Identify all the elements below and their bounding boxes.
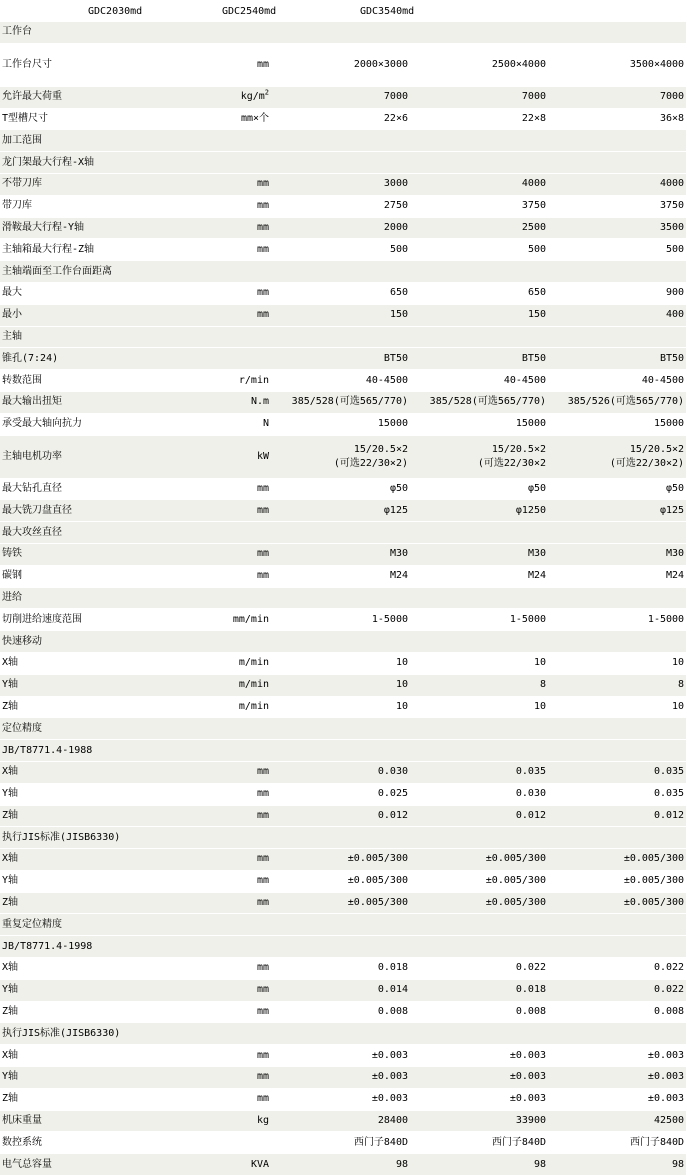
spec-row <box>0 609 686 631</box>
unit-text: m/min <box>238 700 269 712</box>
section-row <box>0 740 686 762</box>
value-cell-model-2: 22×8 <box>410 108 548 130</box>
unit-cell <box>176 1088 272 1110</box>
unit-cell <box>176 173 272 195</box>
unit-cell <box>176 761 272 783</box>
value-cell-model-3: 3500 <box>548 217 686 239</box>
value-cell-model-1: 15000 <box>272 413 410 435</box>
value-cell-model-1: M24 <box>272 565 410 587</box>
value-cell-model-2: 33900 <box>410 1110 548 1132</box>
value-cell-model-1: φ50 <box>272 478 410 500</box>
value-cell-model-3: 98 <box>548 1154 686 1176</box>
value-cell-model-2: 1-5000 <box>410 609 548 631</box>
section-label: 龙门架最大行程-X轴 <box>0 152 686 174</box>
value-cell-model-1: 10 <box>272 696 410 718</box>
value-line-1: 15/20.5×2 <box>491 443 546 455</box>
spec-label: 最大钻孔直径 <box>0 478 176 500</box>
value-cell-model-2: 西门子840D <box>410 1132 548 1154</box>
unit-text: mm <box>256 1093 269 1105</box>
value-cell-model-2 <box>410 435 548 478</box>
value-cell-model-1: 150 <box>272 304 410 326</box>
value-cell-model-3: 3500×4000 <box>548 43 686 86</box>
spec-row <box>0 478 686 500</box>
unit-cell <box>176 1110 272 1132</box>
unit-cell <box>176 500 272 522</box>
model-header <box>0 0 687 22</box>
value-cell-model-1: ±0.005/300 <box>272 870 410 892</box>
model-name-1: GDC2030md <box>88 6 143 17</box>
spec-label: Y轴 <box>0 979 176 1001</box>
unit-cell <box>176 1067 272 1089</box>
value-cell-model-2: 0.022 <box>410 958 548 980</box>
value-cell-model-3: 0.012 <box>548 805 686 827</box>
value-cell-model-3: 0.008 <box>548 1001 686 1023</box>
spec-label: 不带刀库 <box>0 173 176 195</box>
spec-label: X轴 <box>0 958 176 980</box>
unit-text: mm <box>256 1071 269 1083</box>
unit-cell <box>176 413 272 435</box>
value-cell-model-3: ±0.003 <box>548 1045 686 1067</box>
spec-label: 最大铣刀盘直径 <box>0 500 176 522</box>
spec-row <box>0 696 686 718</box>
spec-label: 最小 <box>0 304 176 326</box>
spec-label: 工作台尺寸 <box>0 43 176 86</box>
value-cell-model-3: 7000 <box>548 86 686 108</box>
spec-row <box>0 435 686 478</box>
spec-row <box>0 1067 686 1089</box>
spec-table <box>0 22 686 1176</box>
spec-table-body <box>0 22 686 1176</box>
value-cell-model-3: 0.022 <box>548 958 686 980</box>
value-cell-model-2: ±0.003 <box>410 1045 548 1067</box>
unit-text: mm <box>256 1006 269 1018</box>
value-cell-model-1: 0.008 <box>272 1001 410 1023</box>
unit-text: mm <box>256 875 269 887</box>
section-row <box>0 718 686 740</box>
value-cell-model-3: 15000 <box>548 413 686 435</box>
value-cell-model-3: 36×8 <box>548 108 686 130</box>
value-cell-model-2: M30 <box>410 543 548 565</box>
unit-cell <box>176 239 272 261</box>
spec-label: Y轴 <box>0 1067 176 1089</box>
spec-label: Y轴 <box>0 870 176 892</box>
value-cell-model-3: ±0.005/300 <box>548 892 686 914</box>
value-cell-model-2: 3750 <box>410 195 548 217</box>
unit-cell <box>176 108 272 130</box>
value-cell-model-3: ±0.003 <box>548 1088 686 1110</box>
value-cell-model-3: M30 <box>548 543 686 565</box>
value-cell-model-1: 7000 <box>272 86 410 108</box>
value-cell-model-2: φ50 <box>410 478 548 500</box>
value-cell-model-3: 10 <box>548 696 686 718</box>
value-cell-model-1: M30 <box>272 543 410 565</box>
spec-row <box>0 849 686 871</box>
spec-row <box>0 652 686 674</box>
spec-row <box>0 958 686 980</box>
value-cell-model-2: 98 <box>410 1154 548 1176</box>
section-label: 重复定位精度 <box>0 914 686 936</box>
value-cell-model-3: 385/526(可选565/770) <box>548 391 686 413</box>
value-cell-model-3: 40-4500 <box>548 370 686 392</box>
spec-row <box>0 783 686 805</box>
spec-row <box>0 282 686 304</box>
spec-label: X轴 <box>0 849 176 871</box>
unit-cell <box>176 304 272 326</box>
unit-text: mm <box>256 200 269 212</box>
section-row <box>0 130 686 152</box>
unit-text: mm <box>256 984 269 996</box>
value-cell-model-1: ±0.003 <box>272 1067 410 1089</box>
value-cell-model-1: 10 <box>272 652 410 674</box>
spec-row <box>0 979 686 1001</box>
unit-text: mm <box>256 809 269 821</box>
unit-cell <box>176 696 272 718</box>
spec-row <box>0 870 686 892</box>
value-cell-model-3: 西门子840D <box>548 1132 686 1154</box>
value-cell-model-3: ±0.005/300 <box>548 870 686 892</box>
unit-cell <box>176 1001 272 1023</box>
value-cell-model-1: 2000×3000 <box>272 43 410 86</box>
model-name-3: GDC3540md <box>360 6 415 17</box>
value-cell-model-2: 2500×4000 <box>410 43 548 86</box>
value-cell-model-3: ±0.003 <box>548 1067 686 1089</box>
value-cell-model-2: 8 <box>410 674 548 696</box>
spec-label: 铸铁 <box>0 543 176 565</box>
unit-cell <box>176 86 272 108</box>
spec-row <box>0 86 686 108</box>
unit-cell <box>176 674 272 696</box>
value-cell-model-1: 500 <box>272 239 410 261</box>
value-cell-model-3: 3750 <box>548 195 686 217</box>
spec-label: Y轴 <box>0 783 176 805</box>
spec-row <box>0 195 686 217</box>
unit-text: mm <box>256 243 269 255</box>
spec-row <box>0 500 686 522</box>
unit-text: KVA <box>250 1158 269 1170</box>
section-label: 定位精度 <box>0 718 686 740</box>
spec-row <box>0 761 686 783</box>
unit-text: mm×个 <box>240 112 269 124</box>
value-cell-model-1 <box>272 435 410 478</box>
value-cell-model-1: 0.012 <box>272 805 410 827</box>
value-cell-model-1: 40-4500 <box>272 370 410 392</box>
spec-label: 承受最大轴向抗力 <box>0 413 176 435</box>
section-row <box>0 1023 686 1045</box>
unit-text: mm <box>256 58 269 70</box>
value-cell-model-2: 650 <box>410 282 548 304</box>
section-label: 执行JIS标准(JISB6330) <box>0 827 686 849</box>
unit-cell <box>176 849 272 871</box>
section-label: 工作台 <box>0 22 686 43</box>
unit-cell <box>176 565 272 587</box>
value-cell-model-1: 22×6 <box>272 108 410 130</box>
value-cell-model-2: ±0.005/300 <box>410 849 548 871</box>
value-cell-model-1: 1-5000 <box>272 609 410 631</box>
spec-label: 切削进给速度范围 <box>0 609 176 631</box>
spec-label: X轴 <box>0 1045 176 1067</box>
unit-text: N.m <box>250 396 269 408</box>
spec-label: 锥孔(7:24) <box>0 348 176 370</box>
section-row <box>0 261 686 283</box>
value-cell-model-1: 98 <box>272 1154 410 1176</box>
spec-label: 带刀库 <box>0 195 176 217</box>
value-cell-model-3: 0.022 <box>548 979 686 1001</box>
spec-label: 主轴箱最大行程-Z轴 <box>0 239 176 261</box>
spec-row <box>0 108 686 130</box>
value-cell-model-1: 2000 <box>272 217 410 239</box>
unit-cell <box>176 805 272 827</box>
value-cell-model-2: ±0.005/300 <box>410 892 548 914</box>
value-cell-model-3: 0.035 <box>548 761 686 783</box>
value-cell-model-2: 0.008 <box>410 1001 548 1023</box>
value-cell-model-3: 500 <box>548 239 686 261</box>
spec-label: T型槽尺寸 <box>0 108 176 130</box>
section-label: 主轴端面至工作台面距离 <box>0 261 686 283</box>
value-cell-model-1: φ125 <box>272 500 410 522</box>
spec-label: 允许最大荷重 <box>0 86 176 108</box>
spec-label: Z轴 <box>0 892 176 914</box>
spec-label: 机床重量 <box>0 1110 176 1132</box>
spec-label: Z轴 <box>0 696 176 718</box>
unit-cell <box>176 391 272 413</box>
unit-text: r/min <box>238 374 269 386</box>
spec-row <box>0 1088 686 1110</box>
value-cell-model-1: 0.025 <box>272 783 410 805</box>
value-cell-model-2: ±0.003 <box>410 1088 548 1110</box>
value-cell-model-3: φ125 <box>548 500 686 522</box>
value-cell-model-2: 4000 <box>410 173 548 195</box>
value-line-2: (可选22/30×2) <box>333 457 408 469</box>
value-cell-model-2: 0.012 <box>410 805 548 827</box>
spec-label: Z轴 <box>0 805 176 827</box>
value-cell-model-2: ±0.005/300 <box>410 870 548 892</box>
model-name-2: GDC2540md <box>222 6 277 17</box>
unit-text: mm <box>256 482 269 494</box>
value-cell-model-3: 400 <box>548 304 686 326</box>
unit-cell <box>176 979 272 1001</box>
unit-text: mm <box>256 1049 269 1061</box>
spec-row <box>0 805 686 827</box>
value-cell-model-3: 900 <box>548 282 686 304</box>
value-cell-model-3: φ50 <box>548 478 686 500</box>
unit-text: kg/m <box>240 91 265 103</box>
spec-row <box>0 370 686 392</box>
unit-text: m/min <box>238 679 269 691</box>
spec-row <box>0 348 686 370</box>
value-cell-model-2: 0.018 <box>410 979 548 1001</box>
value-line-1: 15/20.5×2 <box>353 443 408 455</box>
unit-cell <box>176 348 272 370</box>
value-cell-model-2: 385/528(可选565/770) <box>410 391 548 413</box>
section-row <box>0 326 686 348</box>
unit-cell <box>176 1045 272 1067</box>
spec-row <box>0 173 686 195</box>
section-label: 加工范围 <box>0 130 686 152</box>
section-row <box>0 827 686 849</box>
unit-text: mm <box>256 178 269 190</box>
spec-label: 数控系统 <box>0 1132 176 1154</box>
value-cell-model-2: 15000 <box>410 413 548 435</box>
value-cell-model-2: BT50 <box>410 348 548 370</box>
value-cell-model-1: 0.014 <box>272 979 410 1001</box>
value-cell-model-2: 0.030 <box>410 783 548 805</box>
spec-label: 滑鞍最大行程-Y轴 <box>0 217 176 239</box>
unit-cell <box>176 478 272 500</box>
value-cell-model-2: M24 <box>410 565 548 587</box>
value-cell-model-2: φ1250 <box>410 500 548 522</box>
section-label: 最大攻丝直径 <box>0 522 686 544</box>
spec-row <box>0 1110 686 1132</box>
value-cell-model-2: 7000 <box>410 86 548 108</box>
unit-text: mm <box>256 309 269 321</box>
unit-text: mm <box>256 788 269 800</box>
unit-cell <box>176 609 272 631</box>
section-label: JB/T8771.4-1988 <box>0 740 686 762</box>
value-line-2: (可选22/30×2 <box>477 457 546 469</box>
value-cell-model-2: 40-4500 <box>410 370 548 392</box>
section-label: 执行JIS标准(JISB6330) <box>0 1023 686 1045</box>
section-label: 主轴 <box>0 326 686 348</box>
value-cell-model-2: 500 <box>410 239 548 261</box>
unit-text: mm <box>256 962 269 974</box>
section-row <box>0 587 686 609</box>
value-cell-model-3 <box>548 435 686 478</box>
spec-row <box>0 304 686 326</box>
spec-row <box>0 43 686 86</box>
spec-label: Y轴 <box>0 674 176 696</box>
value-cell-model-3: 1-5000 <box>548 609 686 631</box>
section-row <box>0 152 686 174</box>
unit-text: mm <box>256 766 269 778</box>
unit-cell <box>176 370 272 392</box>
spec-label: 主轴电机功率 <box>0 435 176 478</box>
value-cell-model-3: 8 <box>548 674 686 696</box>
value-cell-model-2: 2500 <box>410 217 548 239</box>
section-label: JB/T8771.4-1998 <box>0 936 686 958</box>
value-cell-model-2: 150 <box>410 304 548 326</box>
spec-row <box>0 239 686 261</box>
unit-text: mm <box>256 548 269 560</box>
value-cell-model-3: 0.035 <box>548 783 686 805</box>
unit-cell <box>176 1132 272 1154</box>
value-cell-model-1: ±0.003 <box>272 1045 410 1067</box>
value-cell-model-3: ±0.005/300 <box>548 849 686 871</box>
value-cell-model-3: 4000 <box>548 173 686 195</box>
value-cell-model-2: ±0.003 <box>410 1067 548 1089</box>
spec-label: 转数范围 <box>0 370 176 392</box>
section-row <box>0 631 686 653</box>
spec-label: X轴 <box>0 761 176 783</box>
unit-cell <box>176 870 272 892</box>
unit-text: mm <box>256 504 269 516</box>
value-cell-model-3: 42500 <box>548 1110 686 1132</box>
section-row <box>0 914 686 936</box>
value-cell-model-1: 10 <box>272 674 410 696</box>
unit-cell <box>176 783 272 805</box>
unit-text: mm <box>256 221 269 233</box>
unit-text: mm <box>256 853 269 865</box>
unit-text: kW <box>256 450 269 462</box>
section-row <box>0 22 686 43</box>
value-line-1: 15/20.5×2 <box>629 443 685 455</box>
unit-cell <box>176 543 272 565</box>
unit-cell <box>176 1154 272 1176</box>
value-cell-model-1: 2750 <box>272 195 410 217</box>
spec-row <box>0 543 686 565</box>
value-cell-model-2: 10 <box>410 696 548 718</box>
value-cell-model-2: 0.035 <box>410 761 548 783</box>
value-cell-model-3: BT50 <box>548 348 686 370</box>
unit-cell <box>176 435 272 478</box>
unit-text: m/min <box>238 657 269 669</box>
spec-label: 电气总容量 <box>0 1154 176 1176</box>
section-row <box>0 936 686 958</box>
spec-row <box>0 1154 686 1176</box>
value-cell-model-1: ±0.005/300 <box>272 892 410 914</box>
section-row <box>0 522 686 544</box>
spec-row <box>0 217 686 239</box>
spec-label: 最大 <box>0 282 176 304</box>
unit-cell <box>176 43 272 86</box>
value-cell-model-2: 10 <box>410 652 548 674</box>
value-cell-model-1: 28400 <box>272 1110 410 1132</box>
unit-text: mm <box>256 570 269 582</box>
spec-row <box>0 413 686 435</box>
unit-cell <box>176 282 272 304</box>
value-cell-model-1: 0.018 <box>272 958 410 980</box>
unit-text: mm <box>256 287 269 299</box>
value-cell-model-3: M24 <box>548 565 686 587</box>
spec-row <box>0 892 686 914</box>
spec-row <box>0 1001 686 1023</box>
value-cell-model-3: 10 <box>548 652 686 674</box>
unit-cell <box>176 958 272 980</box>
value-cell-model-1: 西门子840D <box>272 1132 410 1154</box>
value-cell-model-1: ±0.003 <box>272 1088 410 1110</box>
value-cell-model-1: 650 <box>272 282 410 304</box>
spec-label: X轴 <box>0 652 176 674</box>
spec-label: 碳钢 <box>0 565 176 587</box>
value-cell-model-1: ±0.005/300 <box>272 849 410 871</box>
section-label: 进给 <box>0 587 686 609</box>
spec-row <box>0 391 686 413</box>
spec-row <box>0 1132 686 1154</box>
section-label: 快速移动 <box>0 631 686 653</box>
unit-text: mm/min <box>232 613 269 625</box>
unit-cell <box>176 892 272 914</box>
value-cell-model-1: 385/528(可选565/770) <box>272 391 410 413</box>
unit-cell <box>176 195 272 217</box>
spec-row <box>0 674 686 696</box>
value-cell-model-1: 3000 <box>272 173 410 195</box>
spec-label: Z轴 <box>0 1001 176 1023</box>
value-cell-model-1: BT50 <box>272 348 410 370</box>
spec-row <box>0 1045 686 1067</box>
unit-cell <box>176 217 272 239</box>
value-line-2: (可选22/30×2) <box>609 457 685 469</box>
spec-label: 最大输出扭矩 <box>0 391 176 413</box>
spec-label: Z轴 <box>0 1088 176 1110</box>
unit-text: kg <box>256 1115 269 1127</box>
unit-text: N <box>262 418 269 430</box>
value-cell-model-1: 0.030 <box>272 761 410 783</box>
unit-cell <box>176 652 272 674</box>
spec-row <box>0 565 686 587</box>
unit-superscript: 2 <box>264 88 269 97</box>
unit-text: mm <box>256 897 269 909</box>
